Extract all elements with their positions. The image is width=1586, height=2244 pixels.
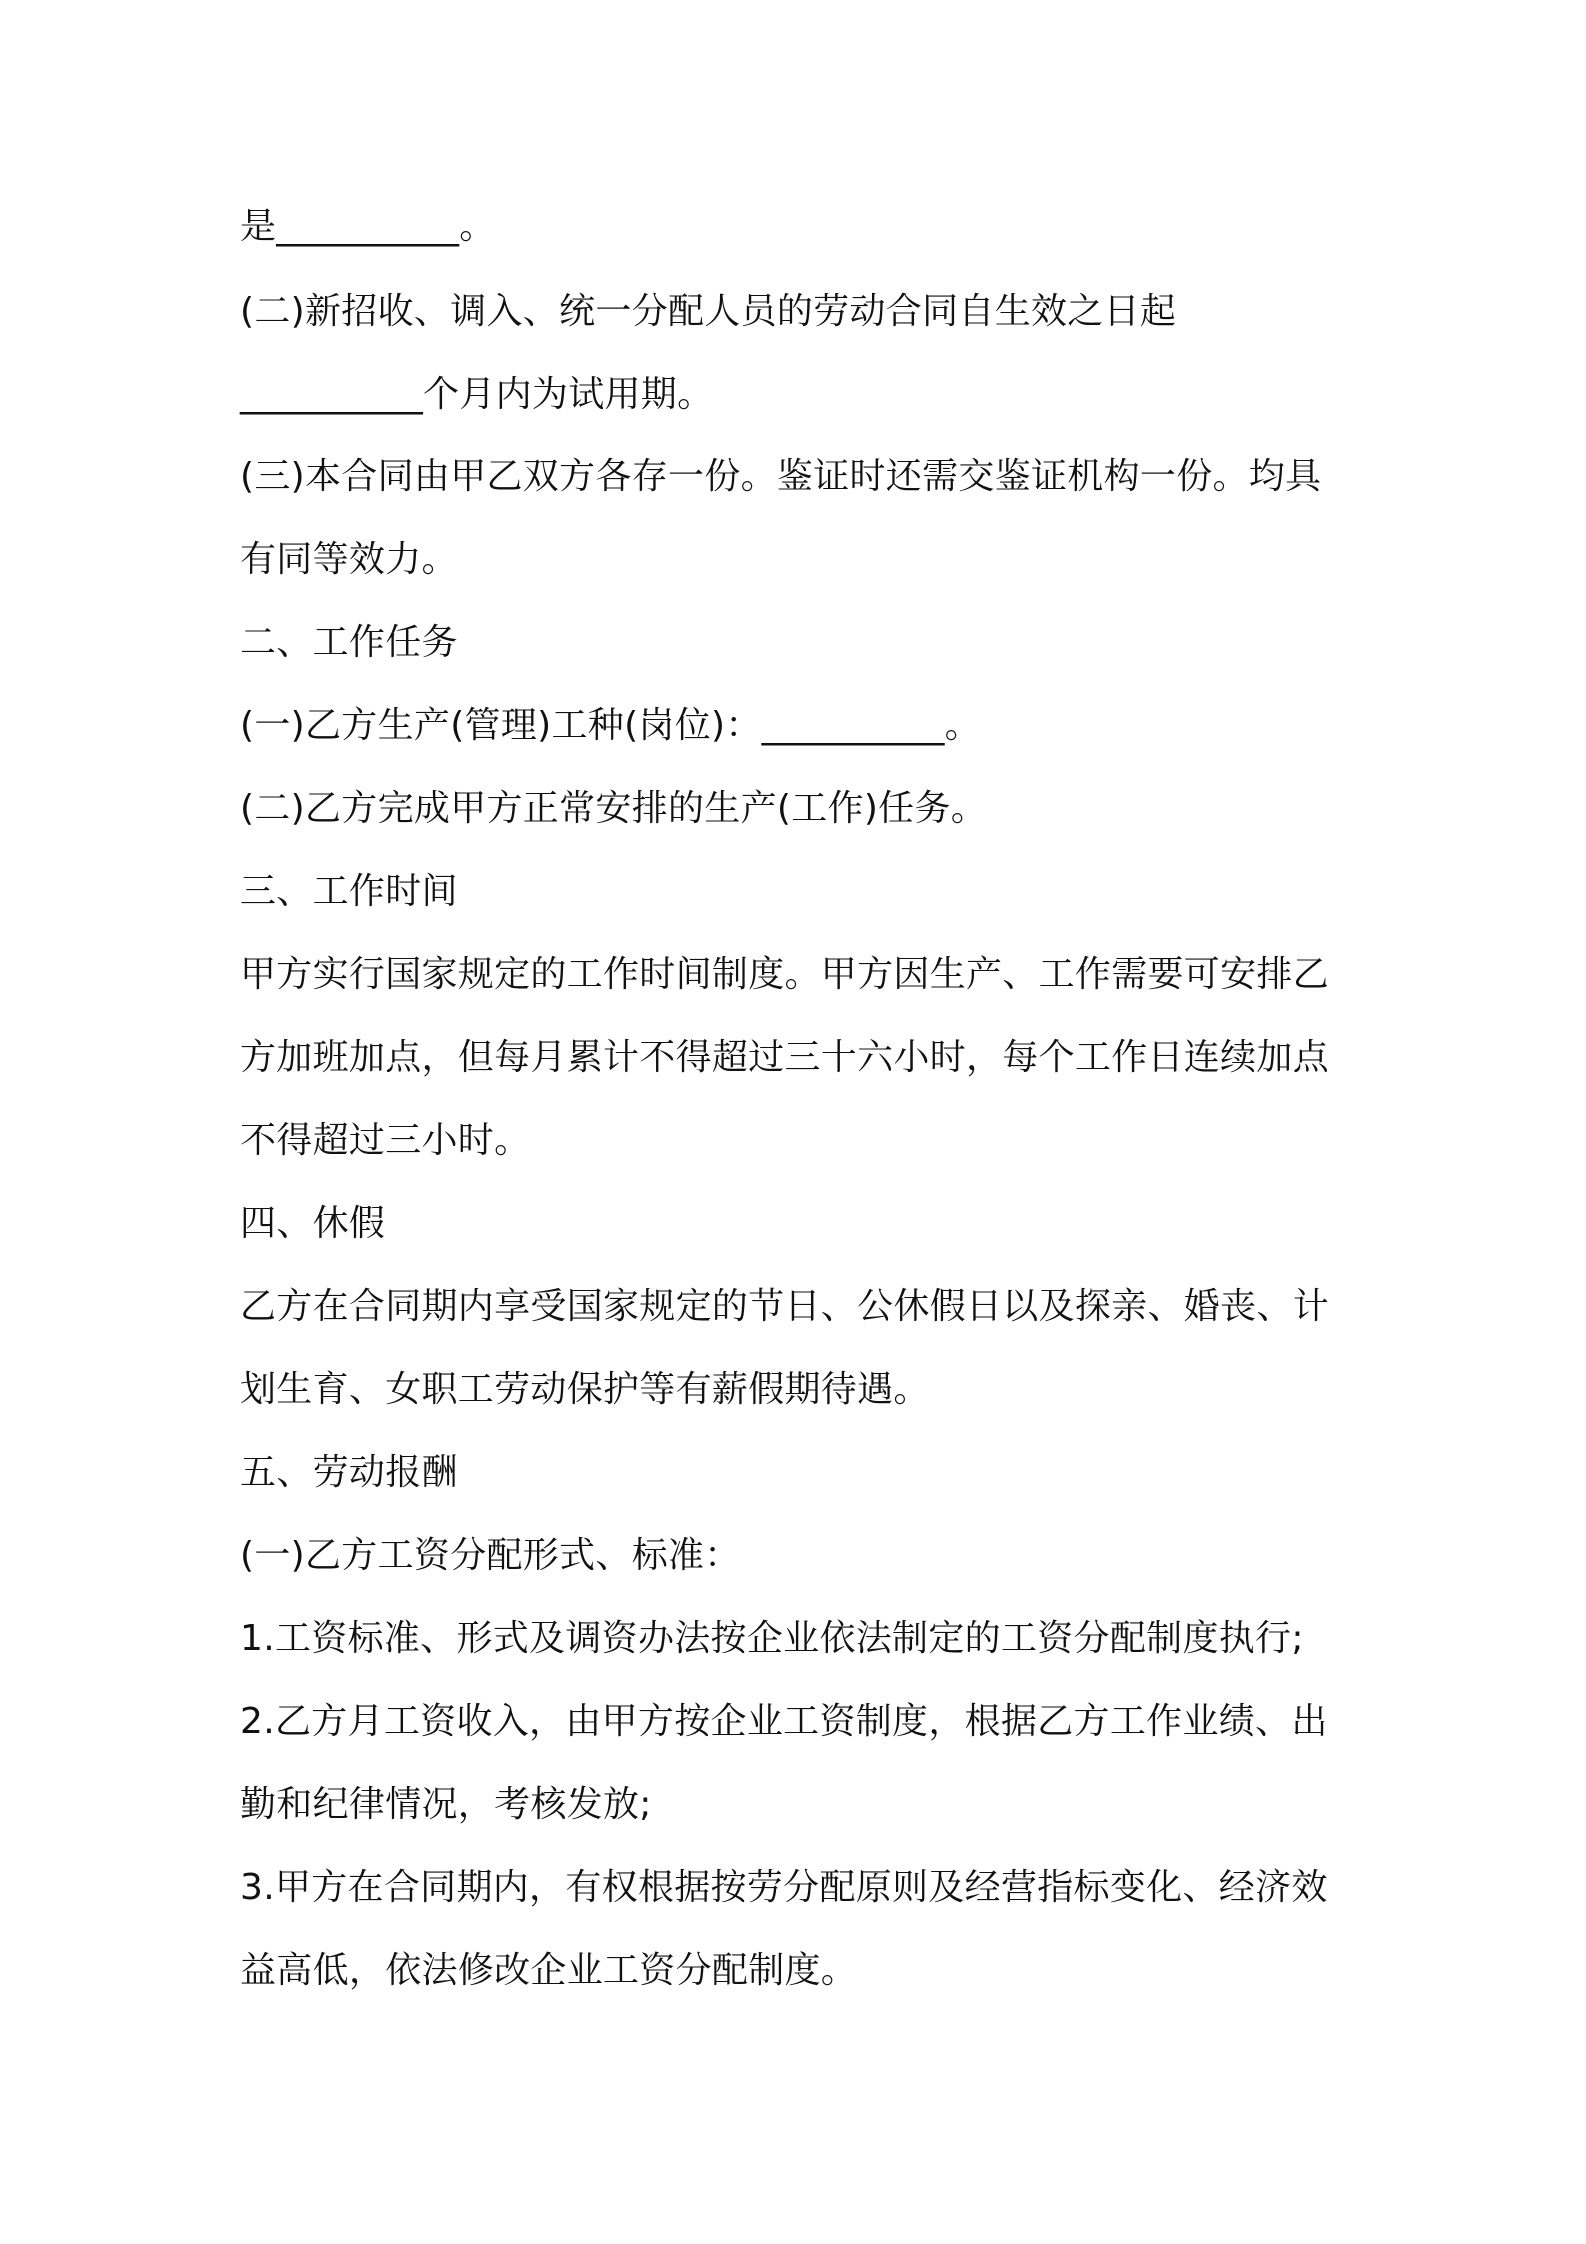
text-line-14: 乙方在合同期内享受国家规定的节日、公休假日以及探亲、婚丧、计 <box>240 1286 1330 1327</box>
text-line-5: 有同等效力。 <box>240 539 458 580</box>
text-line-10: 甲方实行国家规定的工作时间制度。甲方因生产、工作需要可安排乙 <box>240 954 1330 995</box>
section-heading-2: 二、工作任务 <box>240 622 458 663</box>
section-heading-4: 四、休假 <box>240 1203 386 1244</box>
text-line-18: 1.工资标准、形式及调资办法按企业依法制定的工资分配制度执行; <box>240 1618 1304 1659</box>
text-line-8: (二)乙方完成甲方正常安排的生产(工作)任务。 <box>240 788 988 829</box>
text-line-17: (一)乙方工资分配形式、标准： <box>240 1535 741 1576</box>
text-line-19: 2.乙方月工资收入，由甲方按企业工资制度，根据乙方工作业绩、出 <box>240 1701 1328 1742</box>
text-line-20: 勤和纪律情况，考核发放; <box>240 1784 652 1825</box>
text-line-4: (三)本合同由甲乙双方各存一份。鉴证时还需交鉴证机构一份。均具 <box>240 456 1322 497</box>
text-line-15: 划生育、女职工劳动保护等有薪假期待遇。 <box>240 1369 930 1410</box>
text-line-2: (二)新招收、调入、统一分配人员的劳动合同自生效之日起 <box>240 291 1177 332</box>
text-line-1: 是__________。 <box>240 206 496 247</box>
text-line-11: 方加班加点，但每月累计不得超过三十六小时，每个工作日连续加点 <box>240 1037 1330 1078</box>
text-line-7: (一)乙方生产(管理)工种(岗位)：__________。 <box>240 705 981 746</box>
section-heading-5: 五、劳动报酬 <box>240 1452 458 1493</box>
text-line-22: 益高低，依法修改企业工资分配制度。 <box>240 1950 858 1991</box>
text-line-21: 3.甲方在合同期内，有权根据按劳分配原则及经营指标变化、经济效 <box>240 1867 1328 1908</box>
text-line-3: __________个月内为试用期。 <box>240 374 714 415</box>
text-line-12: 不得超过三小时。 <box>240 1120 531 1161</box>
section-heading-3: 三、工作时间 <box>240 871 458 912</box>
